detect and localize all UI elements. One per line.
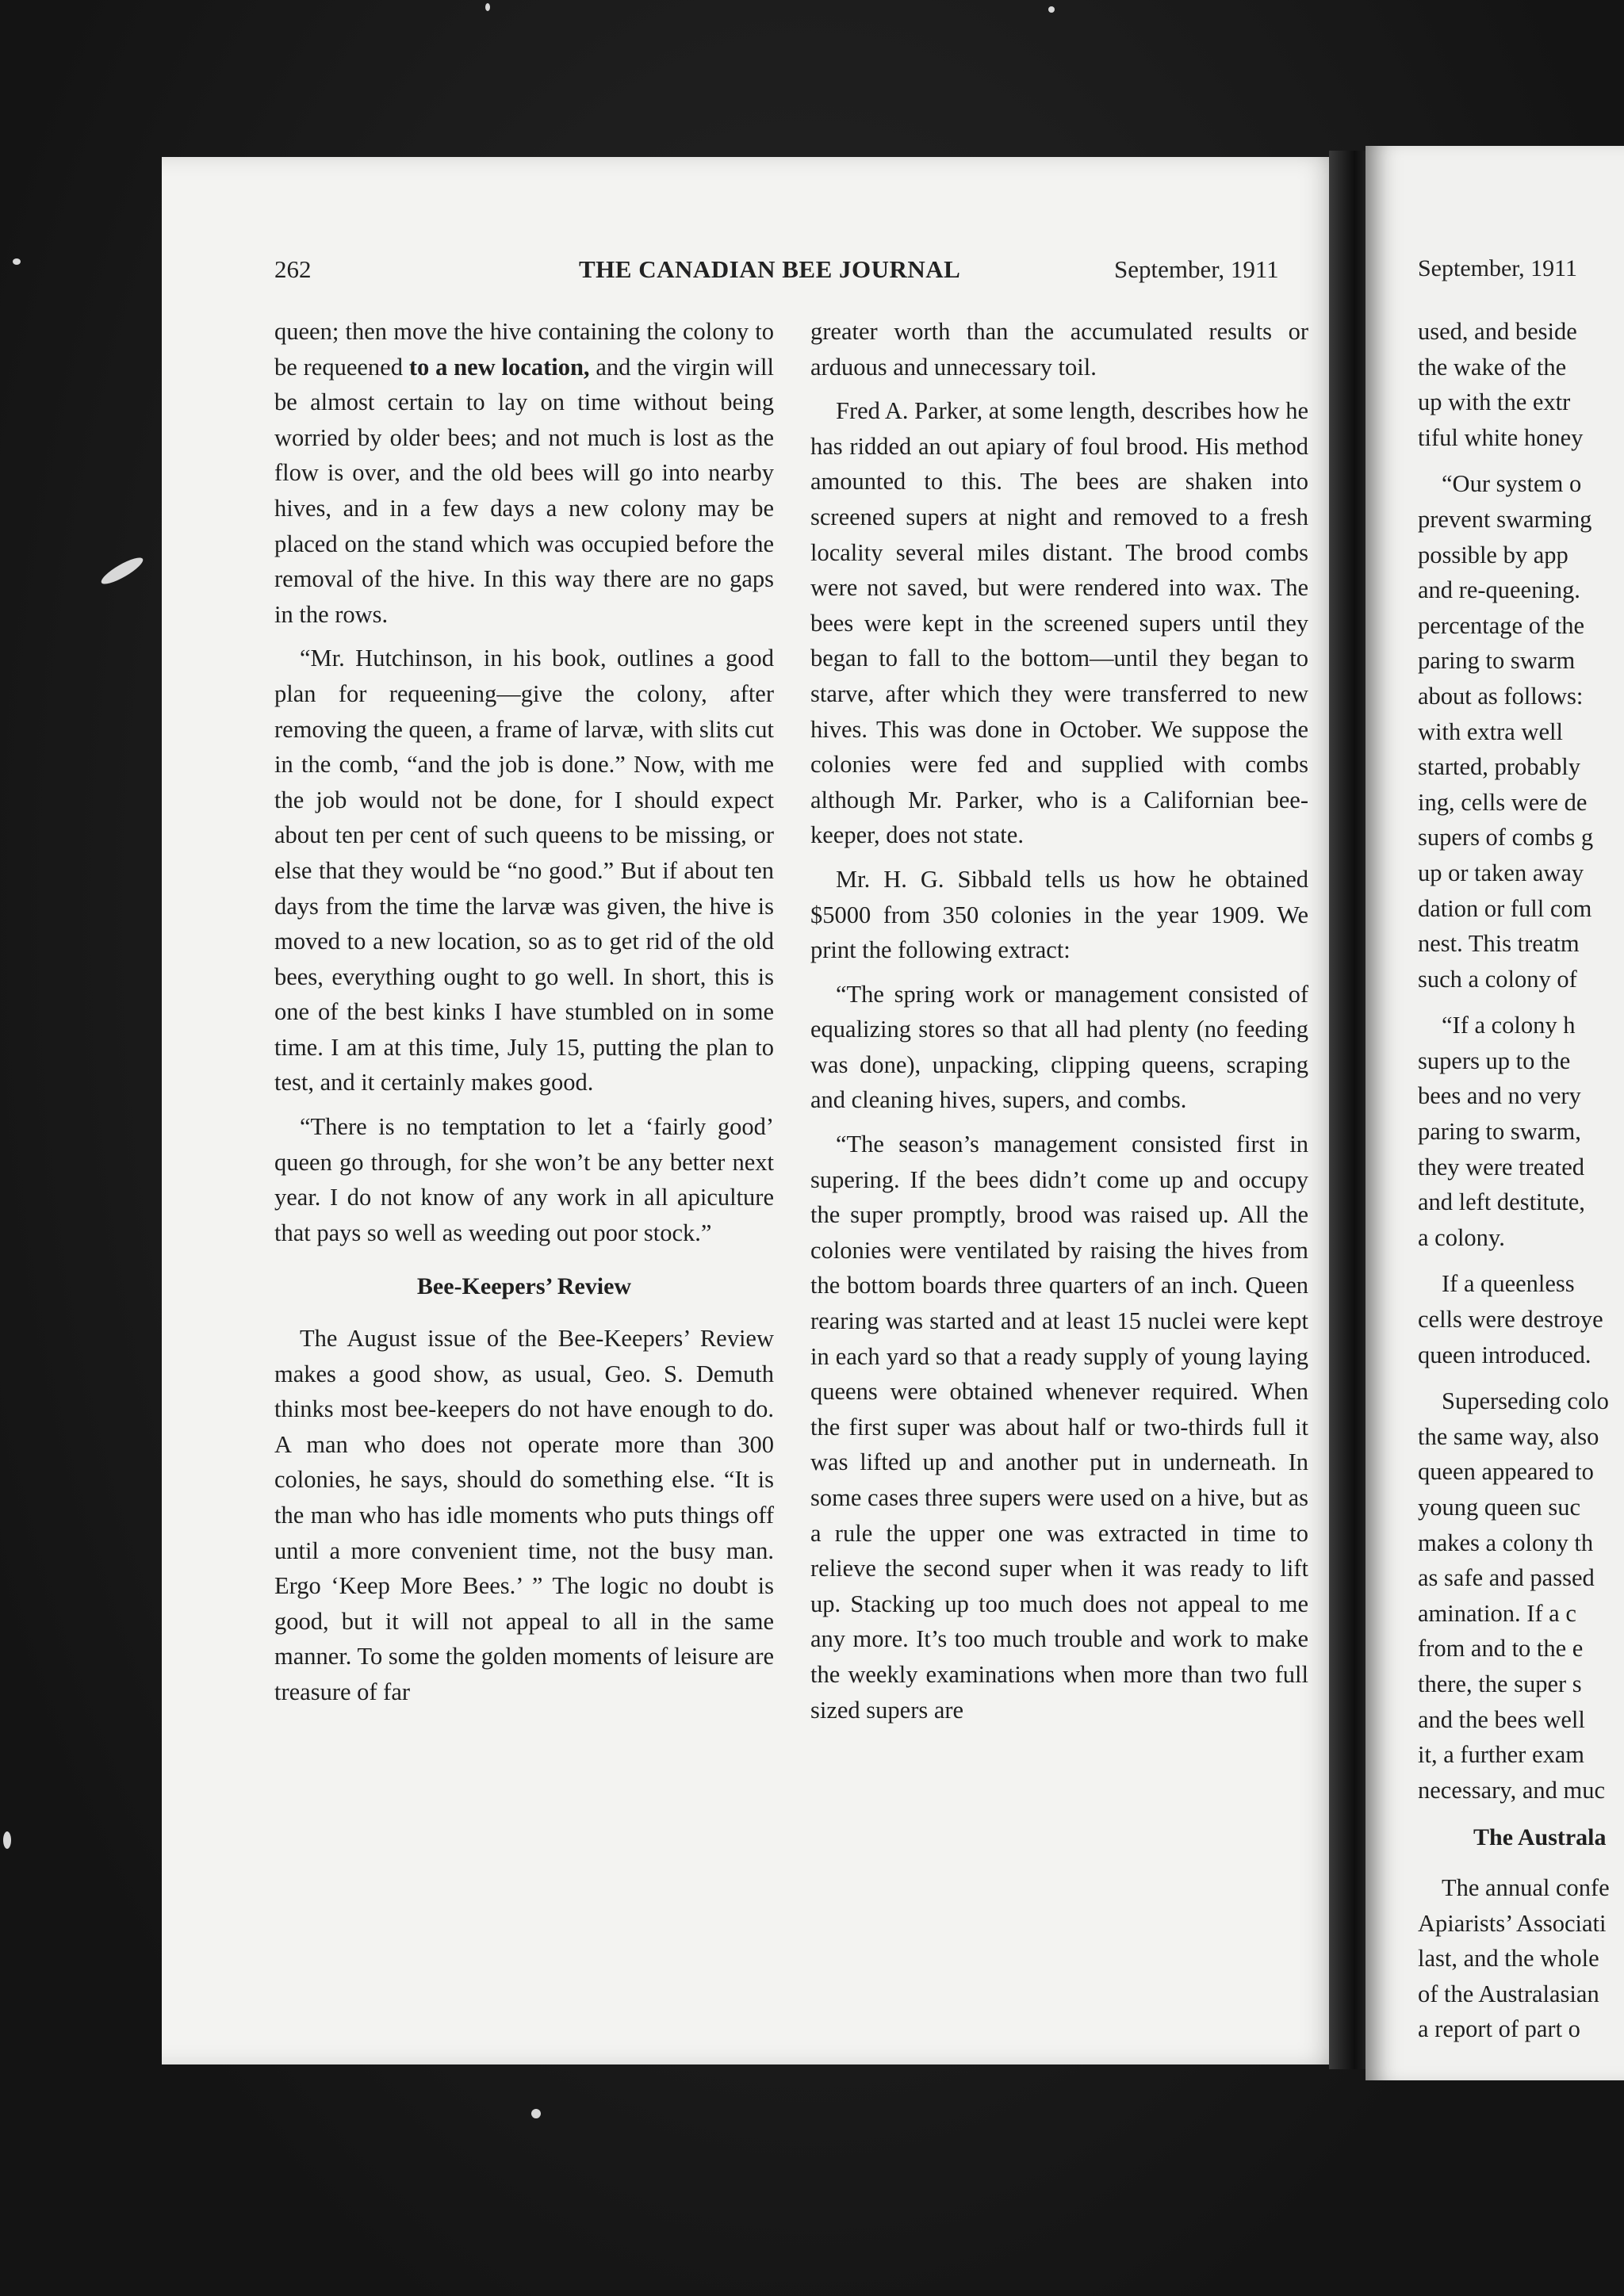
paragraph: The August issue of the Bee-Keepers’ Review makes a good show, as usual, Geo. S. Demuth thinks most bee-keepers do not have enough to do. A man who does not operate more than 300 colonies, he says, should do something else. “It is the man who has idle moments who puts things off until a more convenient time, not the busy man. Ergo ‘Keep More Bees.’ ” The logic no doubt is good, but it will not appeal to all in the same manner. To some the golden moments of leisure are treasure of far — [274, 1325, 775, 1705]
dust-speck — [3, 1831, 11, 1849]
text-line: from and to the e — [1418, 1635, 1584, 1663]
text-line: young queen suc — [1418, 1494, 1580, 1521]
text-line: there, the super s — [1418, 1670, 1582, 1697]
text-line: the wake of the — [1418, 353, 1567, 381]
line-group — [1418, 1008, 1624, 1255]
paragraph: “The spring work or management consisted of equalizing stores so that all had plenty (no feeding was done), unpacking, clipping queens, scraping and cleaning hives, supers, and combs. — [810, 980, 1308, 1114]
text-line: Apiarists’ Associati — [1418, 1909, 1607, 1937]
text-line: nest. This treatm — [1418, 930, 1580, 958]
text-line: amination. If a c — [1418, 1599, 1576, 1627]
text-line: such a colony of — [1418, 965, 1577, 993]
dust-speck — [1048, 6, 1055, 13]
text-line: paring to swarm — [1418, 647, 1576, 675]
text-line: as safe and passed — [1418, 1564, 1595, 1592]
text-line: with extra well — [1418, 718, 1563, 745]
text-line: they were treated — [1418, 1153, 1584, 1181]
line-group — [1418, 1870, 1624, 2047]
text-line: cells were destroye — [1418, 1306, 1603, 1334]
text-line: dation or full com — [1418, 894, 1592, 922]
text-line: about as follows: — [1418, 682, 1584, 710]
text-run: queen; then move the hive containing the colony to be requeened — [274, 318, 774, 381]
text-line: and re-queening. — [1418, 576, 1580, 604]
text-line: the same way, also — [1418, 1422, 1599, 1450]
paragraph: Mr. H. G. Sibbald tells us how he obtained $5000 from 350 colonies in the year 1909. We print the following extract: — [810, 865, 1308, 964]
paragraph — [274, 314, 774, 632]
line-group — [1418, 1266, 1624, 1372]
text-line: of the Australasian — [1418, 1980, 1599, 2007]
text-line: last, and the whole — [1418, 1945, 1599, 1973]
paragraph: “There is no temptation to let a ‘fairly good’ queen go through, for she won’t be any better next year. I do not know of any work in all apiculture that pays so well as weeding out poor stock.” — [274, 1113, 774, 1246]
text-line: If a queenless — [1442, 1270, 1575, 1298]
text-line: percentage of the — [1418, 611, 1584, 639]
line-group — [1418, 1383, 1624, 1808]
text-line: “Our system o — [1442, 470, 1582, 498]
text-line: tiful white honey — [1418, 423, 1584, 451]
text-run: and the virgin will be almost certain to lay on time without being worried by older bees; and not much is lost as the flow is over, and the old bees will go into nearby hives, and in a few days a new colony may be placed on the stand which was occupied before the removal of the hive. In this way there are no gaps in the rows. — [274, 353, 775, 628]
column-right-partial — [1418, 314, 1624, 2047]
text-line: queen appeared to — [1418, 1458, 1594, 1486]
text-line: supers up to the — [1418, 1047, 1571, 1074]
paragraph: Fred A. Parker, at some length, describes how he has ridded an out apiary of foul brood. His method amounted to this. The bees are shaken into screened supers at night and removed to a fresh locality several miles distant. The brood combs were not saved, but were rendered into wax. The bees were kept in the screened supers until they began to fall to the bottom—until they began to starve, after which they were transferred to new hives. This was done in October. We suppose the colonies were fed and supplied with combs although Mr. Parker, who is a Californian bee-keeper, does not state. — [810, 397, 1308, 849]
text-line: supers of combs g — [1418, 824, 1594, 851]
text-line: a colony. — [1418, 1223, 1505, 1251]
text-line: it, a further exam — [1418, 1741, 1585, 1769]
issue-date: September, 1911 — [1114, 255, 1279, 283]
text-line: prevent swarming — [1418, 505, 1592, 533]
column-middle — [810, 314, 1308, 1736]
page-number: 262 — [274, 255, 312, 283]
text-line: up with the extr — [1418, 388, 1571, 416]
text-line: ing, cells were de — [1418, 788, 1588, 816]
right-page-date: September, 1911 — [1418, 255, 1577, 281]
line-group — [1418, 466, 1624, 997]
text-line: paring to swarm, — [1418, 1118, 1581, 1146]
text-line: necessary, and muc — [1418, 1776, 1605, 1804]
text-line: possible by app — [1418, 541, 1568, 568]
line-group — [1418, 314, 1624, 455]
dust-speck — [485, 3, 490, 11]
text-line: Superseding colo — [1442, 1387, 1609, 1415]
text-line: bees and no very — [1418, 1082, 1581, 1110]
section-heading: The Australa — [1473, 1824, 1607, 1851]
journal-title: THE CANADIAN BEE JOURNAL — [579, 255, 961, 283]
text-line: “If a colony h — [1442, 1012, 1576, 1039]
dust-speck — [13, 258, 21, 265]
text-line: The annual confe — [1442, 1873, 1610, 1901]
column-left — [274, 314, 774, 1719]
text-line: makes a colony th — [1418, 1529, 1594, 1556]
text-line: and left destitute, — [1418, 1188, 1585, 1216]
dust-speck — [531, 2109, 541, 2118]
text-line: used, and beside — [1418, 318, 1577, 345]
text-line: started, probably — [1418, 753, 1580, 781]
text-line: and the bees well — [1418, 1705, 1585, 1733]
text-line: a report of part o — [1418, 2015, 1580, 2043]
paragraph: greater worth than the accumulated results or arduous and unnecessary toil. — [810, 318, 1308, 381]
section-heading: Bee-Keepers’ Review — [416, 1273, 632, 1300]
paragraph: “The season’s management consisted first in supering. If the bees didn’t come up and occupy the super promptly, brood was raised up. All the colonies were ventilated by raising the hives from the bottom boards three quarters of an inch. Queen rearing was started and at least 15 nuclei were kept in each yard so that a ready supply of young laying queens were obtained whenever required. When the first super was about half or two-thirds full it was lifted up and another put in underneath. In some cases three supers were used on a hive, but as a rule the upper one was extracted in time to relieve the second super when it was ready to lift up. Stacking up too much does not appeal to me any more. It’s too much trouble and work to make the weekly examinations when more than two full sized supers are — [810, 1131, 1308, 1724]
paragraph: “Mr. Hutchinson, in his book, outlines a good plan for requeening—give the colony, after removing the queen, a frame of larvæ, with slits cut in the comb, “and the job is done.” Now, with me the job would not be done, for I should expect about ten per cent of such queens to be missing, or else that they would be “no good.” But if about ten days from the time the larvæ was given, the hive is moved to a new location, so as to get rid of the old bees, everything ought to go well. In short, this is one of the best kinks I have stumbled on in some time. I am at this time, July 15, putting the plan to test, and it certainly makes good. — [274, 645, 774, 1096]
text-line: queen introduced. — [1418, 1341, 1591, 1368]
bold-text: to a new location, — [408, 353, 590, 381]
text-line: up or taken away — [1418, 859, 1584, 886]
